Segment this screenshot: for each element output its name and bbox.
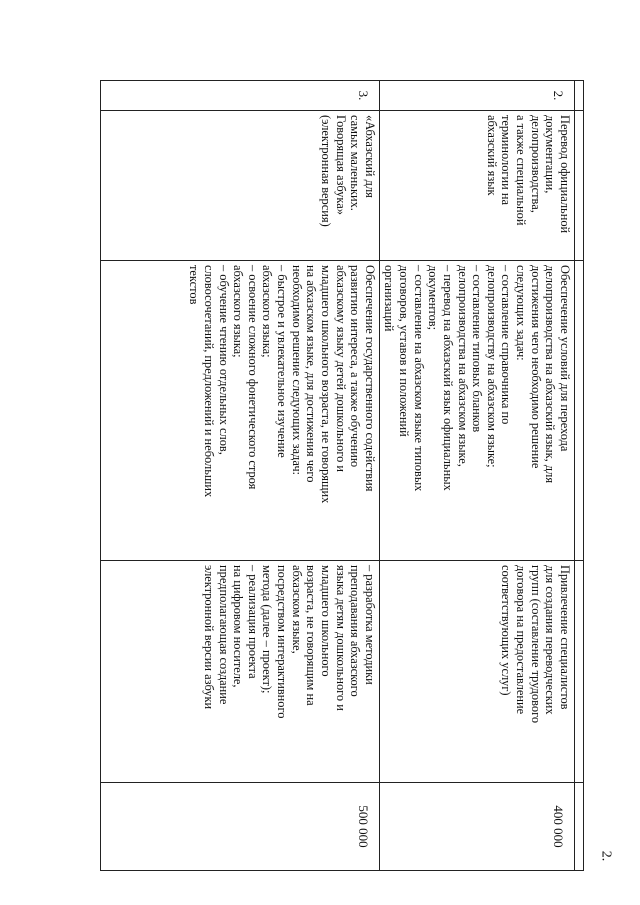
cell-line: метода (далее – проект); xyxy=(260,565,275,694)
cell-line: предполагающая создание xyxy=(216,565,231,705)
row-sum: 400 000 xyxy=(379,783,574,871)
cell-line: языка детям дошкольного и xyxy=(333,565,348,711)
cell-line: – составление типовых бланков xyxy=(470,265,485,433)
cell-line: «Абхазский для xyxy=(362,115,377,198)
cell-line: – быстрое и увлекательное изучение xyxy=(275,265,290,458)
cell-line: посредством интерактивного xyxy=(275,565,290,719)
cell-line: делопроизводству на абхазском языке; xyxy=(484,265,499,468)
cell-line: – реализация проекта xyxy=(245,565,260,679)
cell-line: абхазского языка; xyxy=(260,265,275,358)
cell-line: на цифровом носителе, xyxy=(231,565,246,688)
row-number: 2. xyxy=(379,81,574,111)
cell-line: абхазском языке, xyxy=(289,565,304,654)
row-activity-cell xyxy=(100,561,379,783)
cell-line: Перевод официальной xyxy=(558,115,572,234)
program-table xyxy=(100,80,584,871)
cell-line: следующих задач: xyxy=(514,265,529,361)
cell-line: – составление на абхазском языке типовых xyxy=(411,265,426,492)
cell-line: делопроизводства на абхазском языке, xyxy=(455,265,470,467)
cell-line: делопроизводства, xyxy=(528,115,543,213)
cell-line: соответствующих услуг) xyxy=(499,565,514,696)
cell-line: текстов xyxy=(187,265,202,305)
cell-line: Обеспечение государственного содействия xyxy=(362,265,377,492)
cell-line: – освоение сложного фонетического строя xyxy=(245,265,260,490)
cell-line: делопроизводства на абхазский язык, для xyxy=(543,265,558,484)
cell-line: Обеспечение условий для перехода xyxy=(558,265,572,452)
cell-line: электронной версии азбуки xyxy=(202,565,216,710)
cell-line: документов; xyxy=(426,265,441,331)
cell-line: необходимо решение следующих задач: xyxy=(289,265,304,475)
cell-line: организаций xyxy=(382,265,397,332)
cell-line: – разработка методики xyxy=(362,565,377,685)
cell-line: преподавания абхазского xyxy=(348,565,363,697)
cell-line: а также специальной xyxy=(514,115,529,226)
table-row xyxy=(100,81,379,871)
cell-line: – обучение чтению отдельных слов, xyxy=(216,265,231,455)
cell-line: достижения чего необходимо решение xyxy=(528,265,543,469)
cell-line: терминологии на xyxy=(499,115,514,206)
row-name-cell xyxy=(379,111,574,261)
row-goal-cell xyxy=(100,261,379,561)
cell-line: абхазского языка; xyxy=(231,265,246,358)
table-top-row xyxy=(575,81,584,871)
row-activity-cell xyxy=(379,561,574,783)
rotated-table-container xyxy=(116,80,584,870)
cell-line: абхазскому языку детей дошкольного и xyxy=(333,265,348,473)
cell-line: Говорящая азбука» xyxy=(333,115,348,215)
cell-line: групп (составление трудового xyxy=(528,565,543,724)
cell-line: возраста, не говорящим на xyxy=(304,565,319,706)
cell-line: на абхазском языке, для достижения чего xyxy=(304,265,319,483)
row-goal-cell xyxy=(379,261,574,561)
cell-line: – составление справочника по xyxy=(499,265,514,425)
cell-line: документации, xyxy=(543,115,558,194)
cell-line: договоров, уставов и положений xyxy=(397,265,412,437)
table-row xyxy=(379,81,574,871)
page-number: 2. xyxy=(598,850,614,862)
cell-line: младшего школьного возраста, не говорящих xyxy=(319,265,333,504)
cell-line: (электронная версия) xyxy=(319,115,333,227)
cell-line: для создания переводческих xyxy=(543,565,558,715)
cell-line: – перевод на абхазский язык официальных xyxy=(441,265,455,491)
cell-line: договора на предоставление xyxy=(514,565,529,715)
row-sum: 500 000 xyxy=(100,783,379,871)
cell-line: развитию интереса, а также обучению xyxy=(348,265,363,468)
row-name-cell xyxy=(100,111,379,261)
cell-line: абхазский язык xyxy=(484,115,499,196)
cell-line: младшего школьного xyxy=(319,565,333,677)
cell-line: Привлечение специалистов xyxy=(558,565,572,710)
cell-line: словосочетаний, предложений и небольших xyxy=(202,265,216,498)
row-number: 3. xyxy=(100,81,379,111)
cell-line: самых маленьких. xyxy=(348,115,363,211)
